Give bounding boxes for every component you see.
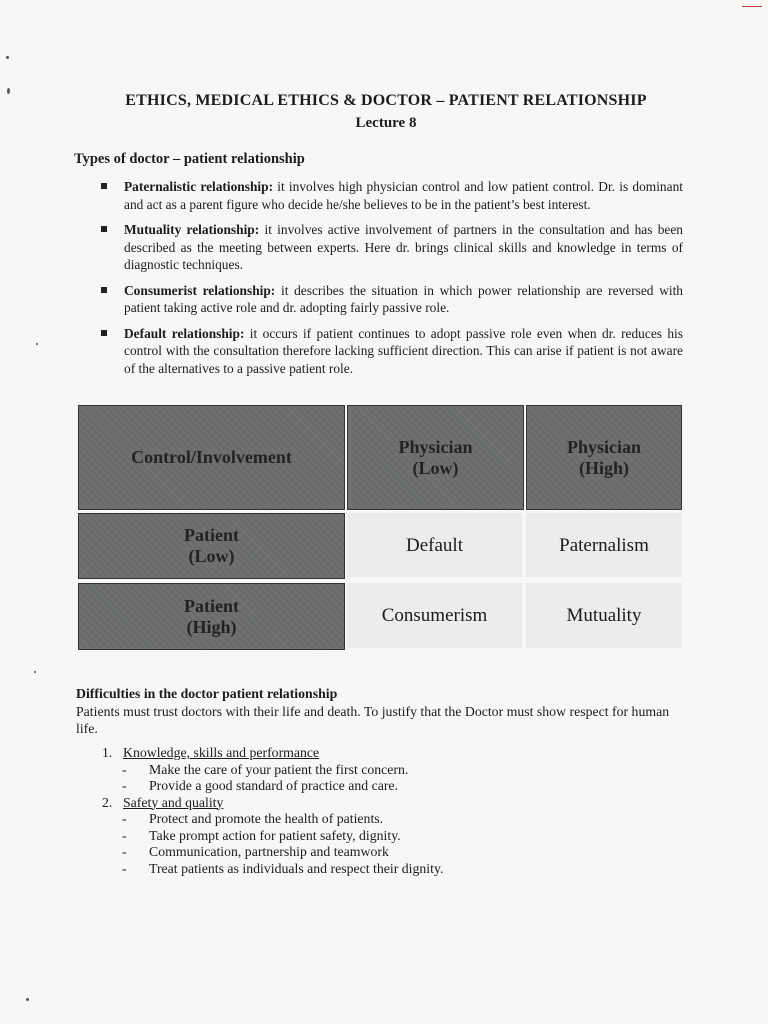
numbered-list [102, 745, 662, 877]
bullet-icon [101, 226, 107, 232]
dash-icon: - [122, 844, 127, 859]
item-heading: Safety and quality [123, 794, 224, 810]
relationship-text: it involves high physician control and low patient control. Dr. is dominant and act as a parent figure who decide he/she believes to be in the patient’s best interest. [124, 179, 683, 212]
header-label: (Low) [412, 457, 459, 478]
header-label: Physician [566, 436, 641, 457]
list-item [100, 178, 683, 213]
cell-value: Paternalism [559, 534, 649, 556]
table-header-physician-low [347, 405, 524, 510]
list-item-text: Communication, partnership and teamwork [149, 844, 389, 859]
relationship-text: it occurs if patient continues to adopt passive role even when dr. reduces his control with the consultation therefore lacking sufficient direction. This can arise if patient is not aware of the alternatives to a passive patient role. [124, 325, 683, 376]
table-header-physician-high [526, 405, 682, 510]
row-header-label: Patient [184, 525, 239, 545]
list-item-text: Take prompt action for patient safety, dignity. [149, 827, 401, 843]
list-item-text: Provide a good standard of practice and care. [149, 778, 399, 793]
dash-icon: - [122, 761, 127, 777]
scan-mark [6, 56, 9, 59]
list-item [100, 325, 683, 378]
difficulties-text: Patients must trust doctors with their life and death. To justify that the Doctor must show respect for human life. [76, 704, 670, 736]
dash-icon: - [122, 860, 127, 876]
relationship-text: it describes the situation in which power relationship are reversed with patient taking active role and dr. adopting fairly passive role. [124, 282, 684, 315]
list-item-text: Make the care of your patient the first concern. [149, 761, 409, 777]
list-item-text: Protect and promote the health of patients. [149, 811, 384, 826]
bullet-icon [101, 330, 107, 336]
relationship-term: Default relationship: [124, 325, 245, 341]
scan-mark [26, 998, 29, 1001]
difficulties-heading: Difficulties in the doctor patient relationship [76, 686, 338, 701]
row-header-label: Patient [184, 595, 239, 616]
list-item [102, 762, 662, 779]
list-item [102, 778, 662, 795]
table-cell-paternalism [526, 513, 682, 577]
list-item [100, 221, 683, 274]
row-header-label: (Low) [188, 546, 235, 566]
bullet-icon [101, 287, 107, 293]
item-number: 1. [102, 745, 113, 760]
relationship-list [100, 178, 683, 385]
scan-mark [34, 671, 36, 673]
dash-icon: - [122, 778, 127, 793]
relationship-table [78, 405, 682, 648]
relationship-text: it involves active involvement of partners in the consultation and has been described as the meeting between experts. Here dr. brings clinical skills and knowledge in terms of diagnostic techniques. [124, 222, 683, 272]
bullet-icon [101, 183, 107, 189]
cell-value: Default [406, 534, 463, 556]
row-header-label: (High) [186, 616, 237, 637]
table-corner-cell [78, 405, 345, 510]
list-item [100, 282, 683, 317]
header-label: (High) [578, 457, 629, 478]
scan-mark [742, 6, 762, 7]
relationship-term: Paternalistic relationship: [124, 179, 274, 194]
list-item [102, 861, 662, 878]
list-item-text: Treat patients as individuals and respect their dignity. [149, 860, 444, 876]
list-item [102, 844, 662, 861]
table-row-header-patient-low [78, 513, 345, 579]
relationship-term: Consumerist relationship: [124, 282, 276, 298]
item-number: 2. [102, 794, 113, 810]
table-cell-default [347, 513, 522, 577]
table-corner-label: Control/Involvement [131, 447, 292, 467]
types-heading: Types of doctor – patient relationship [74, 151, 305, 167]
dash-icon: - [122, 811, 127, 826]
cell-value: Consumerism [381, 605, 488, 626]
dash-icon: - [122, 827, 127, 843]
numbered-item [102, 795, 662, 812]
document-subtitle: Lecture 8 [355, 115, 417, 131]
numbered-item [102, 745, 662, 762]
list-item [102, 811, 662, 828]
table-cell-consumerism [347, 583, 522, 648]
document-title: ETHICS, MEDICAL ETHICS & DOCTOR – PATIENT RELATIONSHIP [125, 92, 647, 109]
list-item [102, 828, 662, 845]
scan-mark [36, 343, 38, 345]
table-cell-mutuality [526, 583, 682, 648]
cell-value: Mutuality [566, 605, 642, 626]
table-row-header-patient-high [78, 583, 345, 650]
relationship-term: Mutuality relationship: [124, 222, 260, 237]
scan-mark [7, 88, 10, 94]
header-label: Physician [398, 436, 473, 457]
item-heading: Knowledge, skills and performance [123, 745, 320, 760]
